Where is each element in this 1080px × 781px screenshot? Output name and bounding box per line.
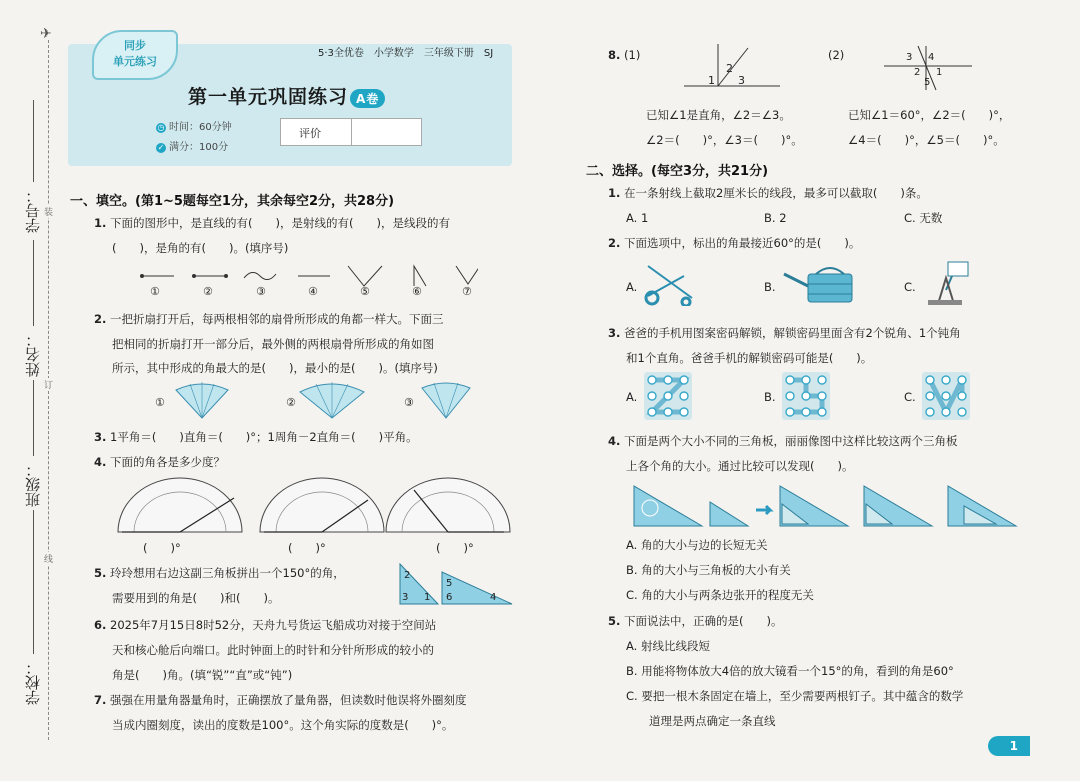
angle-label: 2 (914, 67, 921, 78)
c2-option-a[interactable]: A. (626, 280, 638, 294)
q8-figure1 (684, 42, 784, 92)
angle-label: 3 (906, 52, 913, 63)
time-info: ◷ 时间：60分钟 (157, 122, 232, 133)
score-info: ✓ 满分：100分 (157, 142, 229, 153)
fan-label: ③ (404, 396, 414, 409)
school-label: 学校： (24, 660, 42, 705)
q1-label: ⑥ (412, 285, 422, 298)
q8-text-b2: ∠4＝( )°，∠5＝( )°。 (848, 133, 1005, 147)
unit-practice-tag: 同步 单元练习 (92, 30, 178, 80)
c3-option-b[interactable]: B. (764, 390, 776, 404)
class-label: 班级： (24, 462, 42, 507)
q4-answer: ( )° (436, 541, 474, 555)
scissors-image (644, 262, 696, 306)
q8-number: 8. (1) (608, 48, 641, 62)
c5-option-b[interactable]: B. 用能将物体放大4倍的放大镜看一个15°的角，看到的角是60° (626, 664, 954, 678)
unlock-pattern-b (782, 372, 830, 420)
q6-line3: 角是( )角。(填“锐”“直”或“钝”) (112, 668, 293, 682)
watering-can-image (780, 266, 860, 304)
q6-line2: 天和核心舱后向端口。此时钟面上的时针和分针所形成的较小的 (112, 643, 434, 657)
name-label: 姓名： (24, 332, 42, 377)
q4: 4. 下面的角各是多少度？ (94, 455, 226, 469)
q3: 3. 1平角＝( )直角＝( )°；1周角－2直角＝( )平角。 (94, 430, 418, 444)
series-info: 5·3全优卷 小学数学 三年级下册 SJ (318, 48, 494, 59)
section-fill-heading: 一、填空。(第1~5题每空1分，其余每空2分，共28分) (70, 194, 395, 209)
name-line[interactable] (33, 240, 34, 326)
c5-option-a[interactable]: A. 射线比线段短 (626, 639, 710, 653)
q1-line2: ( )，是角的有( )。(填序号) (112, 241, 289, 255)
c1-option-b[interactable]: B. 2 (764, 211, 787, 225)
q1-label: ④ (308, 285, 318, 298)
unlock-pattern-a (644, 372, 692, 420)
q1-label: ① (150, 285, 160, 298)
c1-question: 1. 在一条射线上截取2厘米长的线段，最多可以截取( )条。 (608, 186, 928, 200)
tri-label: 3 (402, 592, 409, 603)
c3-line1: 3. 爸爸的手机用图案密码解锁，解锁密码里面含有2个锐角、1个钝角 (608, 326, 961, 340)
title-banner (68, 39, 512, 166)
q4-answer: ( )° (143, 541, 181, 555)
q8-text-a1: 已知∠1是直角，∠2＝∠3。 (646, 108, 791, 122)
c4-option-c[interactable]: C. 角的大小与两条边张开的程度无关 (626, 588, 814, 602)
angle-label: 4 (928, 52, 935, 63)
page-title: 第一单元巩固练习 A卷 (188, 82, 385, 109)
c2-option-b[interactable]: B. (764, 280, 776, 294)
tri-label: 1 (424, 592, 431, 603)
tri-label: 5 (446, 578, 453, 589)
tri-label: 4 (490, 592, 497, 603)
c5-question: 5. 下面说法中，正确的是( )。 (608, 614, 783, 628)
binding-margin (0, 0, 60, 781)
q5-line2: 需要用到的角是( )和( )。 (112, 591, 280, 605)
q1-label: ② (203, 285, 213, 298)
tri-label: 6 (446, 592, 453, 603)
version-badge: A卷 (350, 89, 385, 108)
c3-line2: 和1个直角。爸爸手机的解锁密码可能是( )。 (626, 351, 873, 365)
unlock-pattern-c (922, 372, 970, 420)
q8-part2: (2) (828, 48, 845, 62)
q8-text-b1: 已知∠1＝60°，∠2＝( )°， (848, 108, 1011, 122)
c2-question: 2. 下面选项中，标出的角最接近60°的是( )。 (608, 236, 861, 250)
q2-line1: 2. 一把折扇打开后，每两根相邻的扇骨所形成的角都一样大。下面三 (94, 312, 444, 326)
section-choice-heading: 二、选择。(每空3分，共21分) (586, 164, 769, 179)
clock-icon: ◷ (157, 123, 165, 132)
c1-option-a[interactable]: A. 1 (626, 211, 649, 225)
q1-line1: 1. 下面的图形中，是直线的有( )，是射线的有( )，是线段的有 (94, 216, 450, 230)
c5-option-c-cont: 道理是两点确定一条直线 (626, 714, 776, 728)
basketball-hoop-image (918, 258, 972, 306)
fan-figures (172, 382, 482, 422)
q7-line1: 7. 强强在用量角器量角时，正确摆放了量角器，但读数时他误将外圈刻度 (94, 693, 467, 707)
school-line[interactable] (33, 510, 34, 654)
q6-line1: 6. 2025年7月15日8时52分，天舟九号货运飞船成功对接于空间站 (94, 618, 437, 632)
binding-mark: 装 (44, 205, 53, 218)
rocket-icon: ✈ (40, 26, 52, 42)
angle-label: 2 (726, 62, 733, 75)
tri-label: 2 (404, 570, 411, 581)
c4-line1: 4. 下面是两个大小不同的三角板，丽丽像图中这样比较这两个三角板 (608, 434, 958, 448)
q1-label: ③ (256, 285, 266, 298)
evaluation-box[interactable]: 评价 (280, 118, 422, 146)
q8-text-a2: ∠2＝( )°，∠3＝( )°。 (646, 133, 803, 147)
fan-label: ① (155, 396, 165, 409)
q1-label: ⑤ (360, 285, 370, 298)
c4-line2: 上各个角的大小。通过比较可以发现( )。 (626, 459, 854, 473)
protractor-figures (114, 476, 514, 536)
binding-mark: 订 (44, 378, 53, 391)
q7-line2: 当成内圈刻度，读出的度数是100°。这个角实际的度数是( )°。 (112, 718, 454, 732)
binding-mark: 线 (44, 552, 53, 565)
q2-line3: 所示，其中形成的角最大的是( )，最小的是( )。(填序号) (112, 361, 438, 375)
c1-option-c[interactable]: C. 无数 (904, 211, 943, 225)
fan-label: ② (286, 396, 296, 409)
page-number: 1 (988, 736, 1030, 756)
check-icon: ✓ (157, 143, 165, 152)
q1-label: ⑦ (462, 285, 472, 298)
q4-answer: ( )° (288, 541, 326, 555)
angle-label: 3 (738, 74, 745, 87)
angle-label: 1 (936, 67, 943, 78)
c2-option-c[interactable]: C. (904, 280, 916, 294)
q2-line2: 把相同的折扇打开一部分后，最外侧的两根扇骨所形成的角如图 (112, 337, 434, 351)
student-id-label: 学号： (24, 188, 42, 233)
c5-option-c[interactable]: C. 要把一根木条固定在墙上，至少需要两根钉子。其中蕴含的数学 (626, 689, 964, 703)
angle-label: 5 (924, 77, 931, 88)
triangle-comparison (632, 484, 1024, 528)
c4-option-a[interactable]: A. 角的大小与边的长短无关 (626, 538, 768, 552)
q5-line1: 5. 玲玲想用右边这副三角板拼出一个150°的角， (94, 566, 345, 580)
student-id-line[interactable] (33, 100, 34, 182)
angle-label: 1 (708, 74, 715, 87)
c3-option-c[interactable]: C. (904, 390, 916, 404)
set-square-pair (398, 562, 514, 606)
class-line[interactable] (33, 380, 34, 456)
c4-option-b[interactable]: B. 角的大小与三角板的大小有关 (626, 563, 791, 577)
c3-option-a[interactable]: A. (626, 390, 638, 404)
